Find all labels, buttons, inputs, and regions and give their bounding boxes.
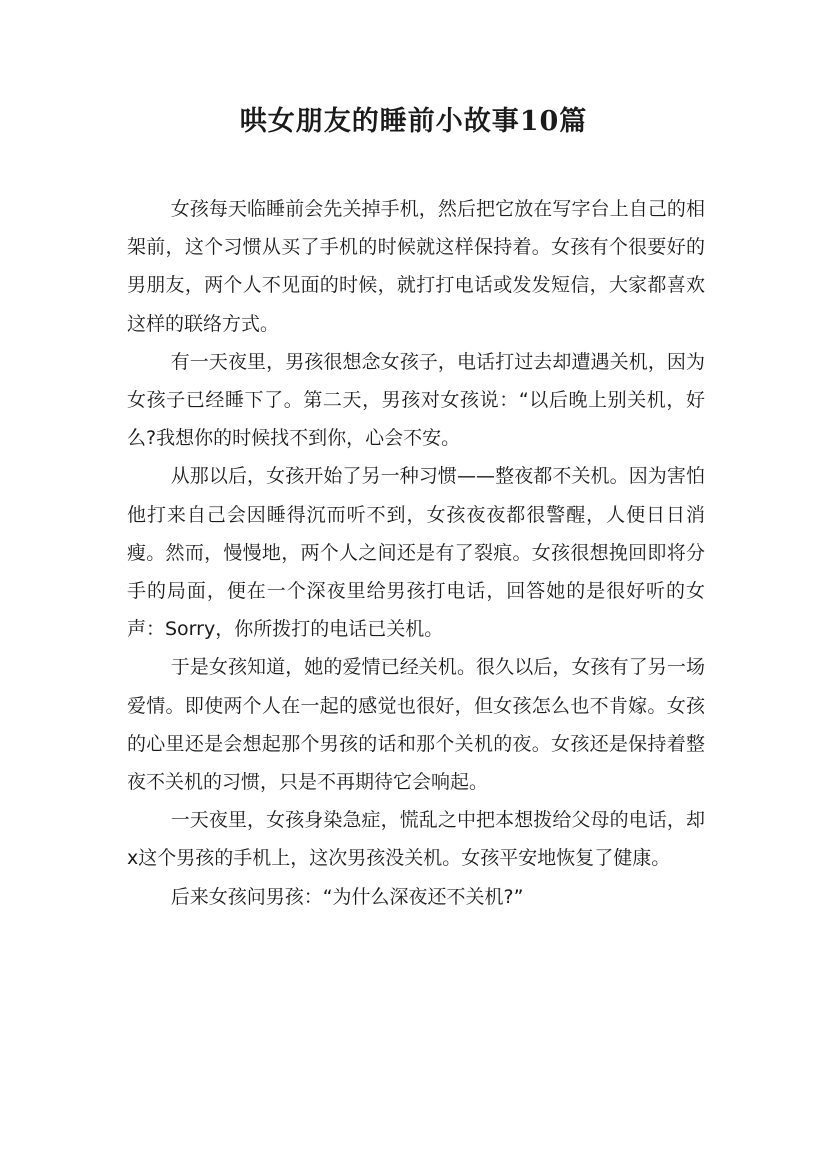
paragraph-2: 有一天夜里，男孩很想念女孩子，电话打过去却遭遇关机，因为女孩子已经睡下了。第二天，男孩对女孩说：“以后晚上别关机，好么?我想你的时候找不到你，心会不安。: [127, 350, 705, 450]
paragraph-3: 从那以后，女孩开始了另一种习惯——整夜都不关机。因为害怕他打来自己会因睡得沉而听不到，女孩夜夜都很警醒，人便日日消瘦。然而，慢慢地，两个人之间还是有了裂痕。女孩很想挽回即将分手的局面，便在一个深夜里给男孩打电话，回答她的是很好听的女声：Sorry，你所拨打的电话已关机。: [127, 465, 705, 641]
paragraph-5: 一天夜里，女孩身染急症，慌乱之中把本想拨给父母的电话，却x这个男孩的手机上，这次男孩没关机。女孩平安地恢复了健康。: [127, 809, 705, 870]
paragraph-1: 女孩每天临睡前会先关掉手机，然后把它放在写字台上自己的相架前，这个习惯从买了手机的时候就这样保持着。女孩有个很要好的男朋友，两个人不见面的时候，就打打电话或发发短信，大家都喜欢这样的联络方式。: [127, 198, 705, 335]
document-title: 哄女朋友的睡前小故事10篇: [239, 106, 588, 137]
document-body: [127, 190, 705, 916]
paragraph-4: 于是女孩知道，她的爱情已经关机。很久以后，女孩有了另一场爱情。即使两个人在一起的感觉也很好，但女孩怎么也不肯嫁。女孩的心里还是会想起那个男孩的话和那个关机的夜。女孩还是保持着整夜不关机的习惯，只是不再期待它会响起。: [127, 656, 705, 794]
paragraph-6: 后来女孩问男孩：“为什么深夜还不关机?”: [170, 885, 524, 908]
